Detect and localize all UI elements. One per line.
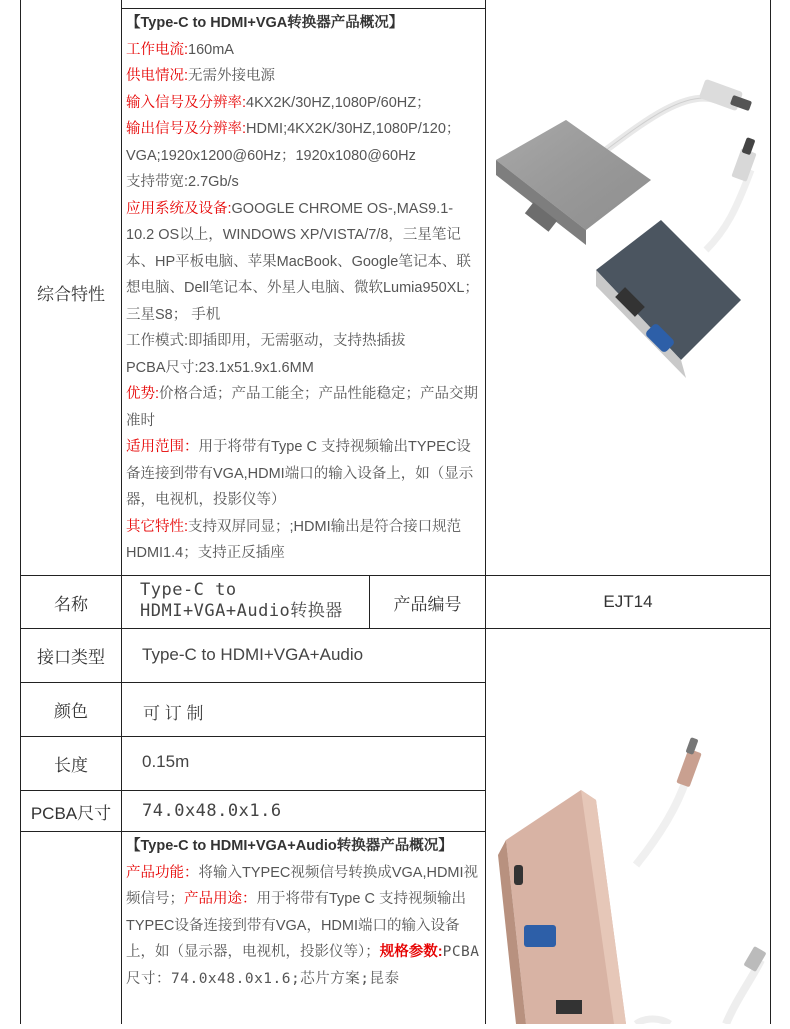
value-name: Type-C to HDMI+VGA+Audio转换器 bbox=[140, 580, 343, 621]
audio-details: 产品功能：将输入TYPEC视频信号转换成VGA,HDMI视频信号；产品用途：用于将带有Type C 支持视频输出TYPEC设备连接到带有VGA，HDMI端口的输入设备上，如（显示器，电视机，投影仪等）；规格参数:PCBA尺寸：74.0x48.0x1.6;芯片方案;昆泰 bbox=[126, 864, 480, 987]
line-scope: 适用范围：用于将带有Type C 支持视频输出TYPEC设备连接到带有VGA,HDMI端口的输入设备上，如（显示器，电视机，投影仪等） bbox=[126, 439, 474, 508]
label-name: 名称 bbox=[54, 594, 88, 614]
value-length: 0.15m bbox=[142, 752, 190, 771]
features-description bbox=[126, 10, 481, 567]
line-other: 其它特性:支持双屏同显；;HDMI输出是符合接口规范HDMI1.4；支持正反插座 bbox=[126, 518, 462, 561]
line-current: 工作电流:160mA bbox=[126, 41, 234, 58]
features-title: 【Type-C to HDMI+VGA转换器产品概况】 bbox=[126, 15, 404, 31]
audio-title: 【Type-C to HDMI+VGA+Audio转换器产品概况】 bbox=[126, 838, 453, 854]
line-output: 输出信号及分辨率:HDMI;4KX2K/30HZ,1080P/120；VGA;1920x1200@60Hz；1920x1080@60Hz bbox=[126, 121, 461, 164]
value-pcba: 74.0x48.0x1.6 bbox=[142, 801, 282, 821]
line-power: 供电情况:无需外接电源 bbox=[126, 68, 276, 84]
label-interface: 接口类型 bbox=[37, 648, 105, 667]
product-image-adapters bbox=[486, 60, 770, 400]
line-systems: 应用系统及设备:GOOGLE CHROME OS-,MAS9.1-10.2 OS以上，WINDOWS XP/VISTA/7/8，三星笔记本、HP平板电脑、苹果MacBook、Google笔记本、联想电脑、Dell笔记本、外星人电脑、微软Lumia950XL；三星S8； 手机 bbox=[126, 200, 479, 323]
line-mode: 工作模式:即插即用，无需驱动，支持热插拔 bbox=[126, 333, 406, 349]
section-label-features: 综合特性 bbox=[37, 284, 105, 304]
line-pcba: PCBA尺寸:23.1x51.9x1.6MM bbox=[126, 359, 314, 376]
line-advantage: 优势:价格合适；产品工能全；产品性能稳定；产品交期准时 bbox=[126, 386, 479, 429]
label-pcba: PCBA尺寸 bbox=[30, 803, 112, 823]
label-color: 颜色 bbox=[54, 702, 88, 721]
product-image-rose-gold-adapter bbox=[486, 730, 770, 1024]
line-bandwidth: 支持带宽:2.7Gb/s bbox=[126, 174, 239, 190]
value-interface: Type-C to HDMI+VGA+Audio bbox=[142, 645, 364, 664]
audio-description bbox=[126, 833, 481, 992]
label-product-code: 产品编号 bbox=[393, 594, 462, 614]
value-product-code: EJT14 bbox=[603, 592, 653, 611]
line-input: 输入信号及分辨率:4KX2K/30HZ,1080P/60HZ； bbox=[126, 94, 431, 111]
value-color: 可 订 制 bbox=[143, 704, 204, 723]
label-length: 长度 bbox=[54, 756, 88, 775]
